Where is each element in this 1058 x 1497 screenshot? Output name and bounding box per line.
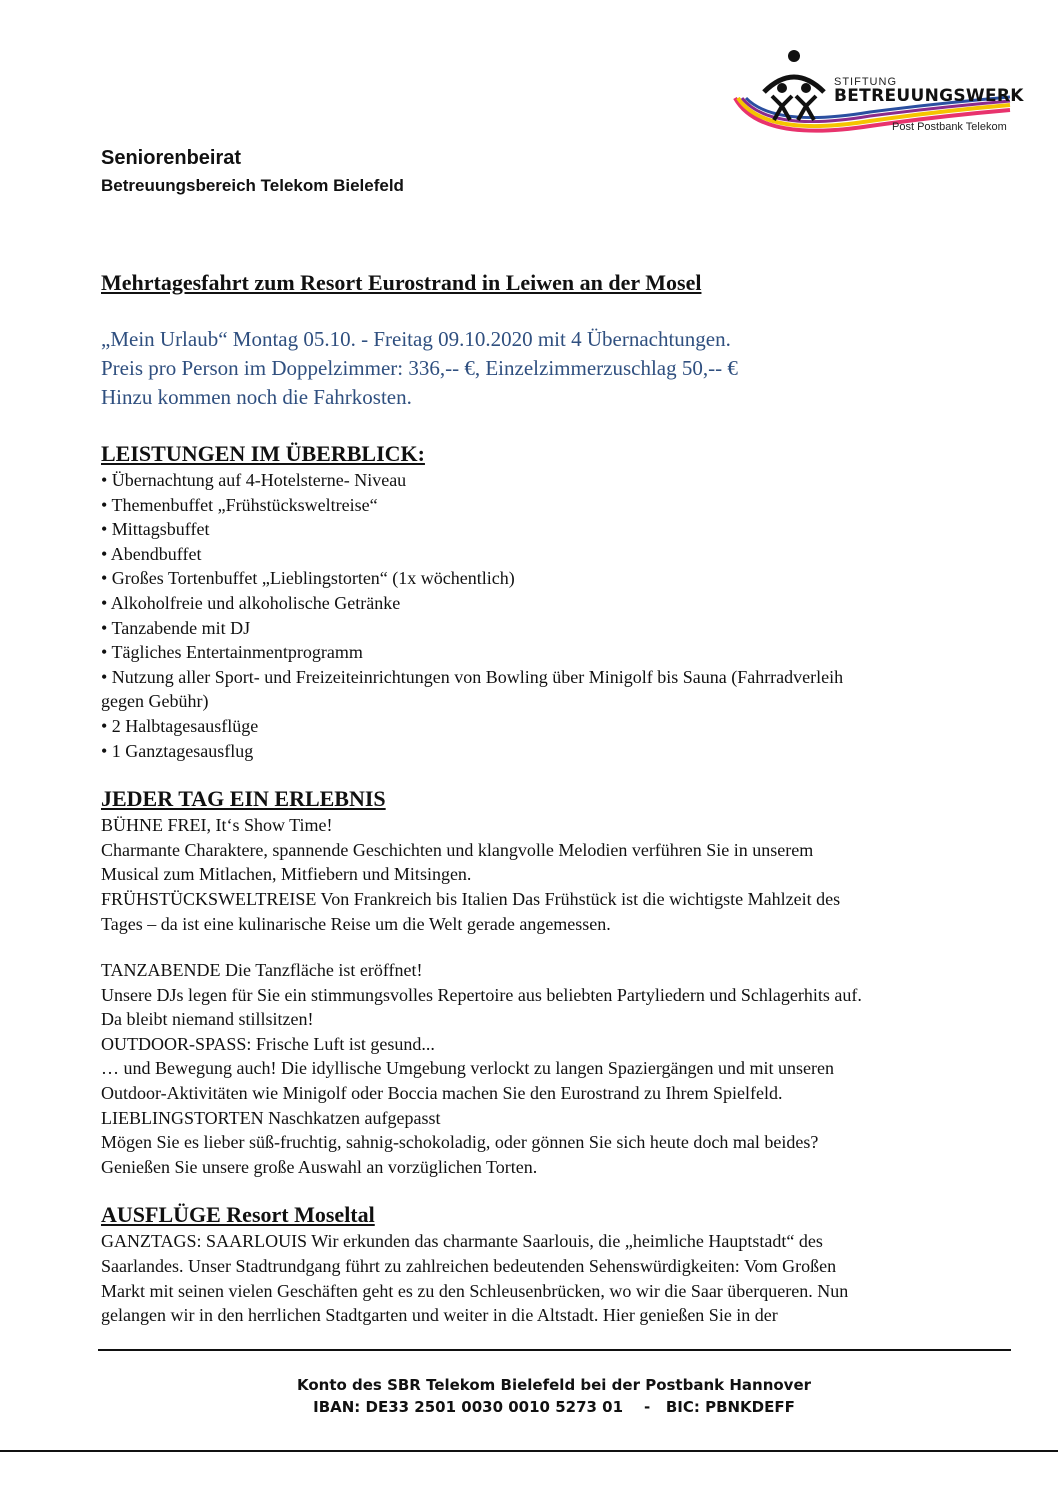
text-line: Mögen Sie es lieber süß-fruchtig, sahnig-schokoladig, oder gönnen Sie sich heute doch mal beides? (101, 1132, 819, 1153)
logo-line-2: BETREUUNGSWERK (834, 86, 1024, 106)
main-content (101, 440, 1011, 1328)
text-line: Tages – da ist eine kulinarische Reise um die Welt gerade angemessen. (101, 913, 611, 934)
text-line: Genießen Sie unsere große Auswahl an vorzüglichen Torten. (101, 1156, 538, 1177)
text-line: Charmante Charaktere, spannende Geschichten und klangvolle Melodien verführen Sie in unserem (101, 839, 814, 860)
list-item: • Themenbuffet „Frühstücksweltreise“ (101, 494, 378, 515)
org-name: Seniorenbeirat (101, 147, 242, 169)
text-line: gelangen wir in den herrlichen Stadtgarten und weiter in die Altstadt. Hier genießen Sie in der (101, 1305, 778, 1326)
text-line: FRÜHSTÜCKSWELTREISE Von Frankreich bis Italien Das Frühstück ist die wichtigste Mahlzeit des (101, 888, 841, 909)
list-item: • 1 Ganztagesausflug (101, 740, 254, 761)
list-item: • Großes Tortenbuffet „Lieblingstorten“ (1x wöchentlich) (101, 568, 515, 589)
footer-line-2: IBAN: DE33 2501 0030 0010 5273 01 - BIC: PBNKDEFF (313, 1398, 795, 1416)
text-line: GANZTAGS: SAARLOUIS Wir erkunden das charmante Saarlouis, die „heimliche Hauptstadt“ des (101, 1231, 823, 1252)
text-line: Da bleibt niemand stillsitzen! (101, 1009, 314, 1030)
section-heading-ausfluege: AUSFLÜGE Resort Moseltal (101, 1202, 375, 1228)
text-line: Unsere DJs legen für Sie ein stimmungsvolles Repertoire aus beliebten Partyliedern und Schlagerhits auf. (101, 984, 862, 1005)
list-item: • Mittagsbuffet (101, 519, 210, 540)
erlebnis-block-1 (101, 813, 1011, 936)
leistungen-list (101, 468, 1011, 763)
list-item: • Alkoholfreie und alkoholische Getränke (101, 592, 401, 613)
text-line: LIEBLINGSTORTEN Naschkatzen aufgepasst (101, 1107, 441, 1128)
logo-line-3: Post Postbank Telekom (892, 121, 1007, 133)
text-line: Saarlandes. Unser Stadtrundgang führt zu zahlreichen bedeutenden Sehenswürdigkeiten: Vom Großen (101, 1256, 837, 1277)
logo (730, 48, 1024, 140)
footer (0, 1374, 1058, 1418)
footer-line-1: Konto des SBR Telekom Bielefeld bei der Postbank Hannover (296, 1376, 812, 1394)
intro-line: „Mein Urlaub“ Montag 05.10. - Freitag 09.10.2020 mit 4 Übernachtungen. (101, 327, 731, 351)
list-item: • Tägliches Entertainmentprogramm (101, 642, 363, 663)
spacer (101, 936, 1011, 958)
text-line: Musical zum Mitlachen, Mitfiebern und Mitsingen. (101, 864, 472, 885)
footer-divider (98, 1349, 1011, 1351)
text-line: TANZABENDE Die Tanzfläche ist eröffnet! (101, 960, 423, 981)
erlebnis-block-2 (101, 958, 1011, 1179)
section-heading-leistungen: LEISTUNGEN IM ÜBERBLICK: (101, 441, 425, 466)
spacer (101, 763, 1011, 785)
intro-block (101, 325, 1001, 412)
text-line: Markt mit seinen vielen Geschäften geht es zu den Schleusenbrücken, wo wir die Saar überqueren. Nun (101, 1280, 849, 1301)
document-title: Mehrtagesfahrt zum Resort Eurostrand in Leiwen an der Mosel (101, 270, 702, 295)
page-bottom-divider (0, 1450, 1058, 1452)
org-subtitle: Betreuungsbereich Telekom Bielefeld (101, 176, 404, 195)
list-item: • 2 Halbtagesausflüge (101, 715, 259, 736)
list-item: • Übernachtung auf 4-Hotelsterne- Niveau (101, 470, 407, 490)
list-item: gegen Gebühr) (101, 691, 209, 712)
list-item: • Tanzabende mit DJ (101, 617, 251, 638)
ausfluege-block (101, 1229, 1011, 1327)
intro-line: Preis pro Person im Doppelzimmer: 336,-- €, Einzelzimmerzuschlag 50,-- € (101, 356, 738, 380)
text-line: BÜHNE FREI, It‘s Show Time! (101, 815, 333, 836)
list-item: • Abendbuffet (101, 543, 202, 564)
spacer (101, 1179, 1011, 1201)
text-line: … und Bewegung auch! Die idyllische Umgebung verlockt zu langen Spaziergängen und mit unseren (101, 1058, 834, 1079)
intro-line: Hinzu kommen noch die Fahrkosten. (101, 385, 412, 409)
text-line: OUTDOOR-SPASS: Frische Luft ist gesund... (101, 1033, 435, 1054)
text-line: Outdoor-Aktivitäten wie Minigolf oder Boccia machen Sie den Eurostrand zu Ihrem Spielfeld. (101, 1083, 783, 1104)
list-item: • Nutzung aller Sport- und Freizeiteinrichtungen von Bowling über Minigolf bis Sauna (Fahrradverleih (101, 666, 844, 687)
logo-line-1: STIFTUNG (834, 76, 897, 88)
section-heading-erlebnis: JEDER TAG EIN ERLEBNIS (101, 786, 386, 812)
